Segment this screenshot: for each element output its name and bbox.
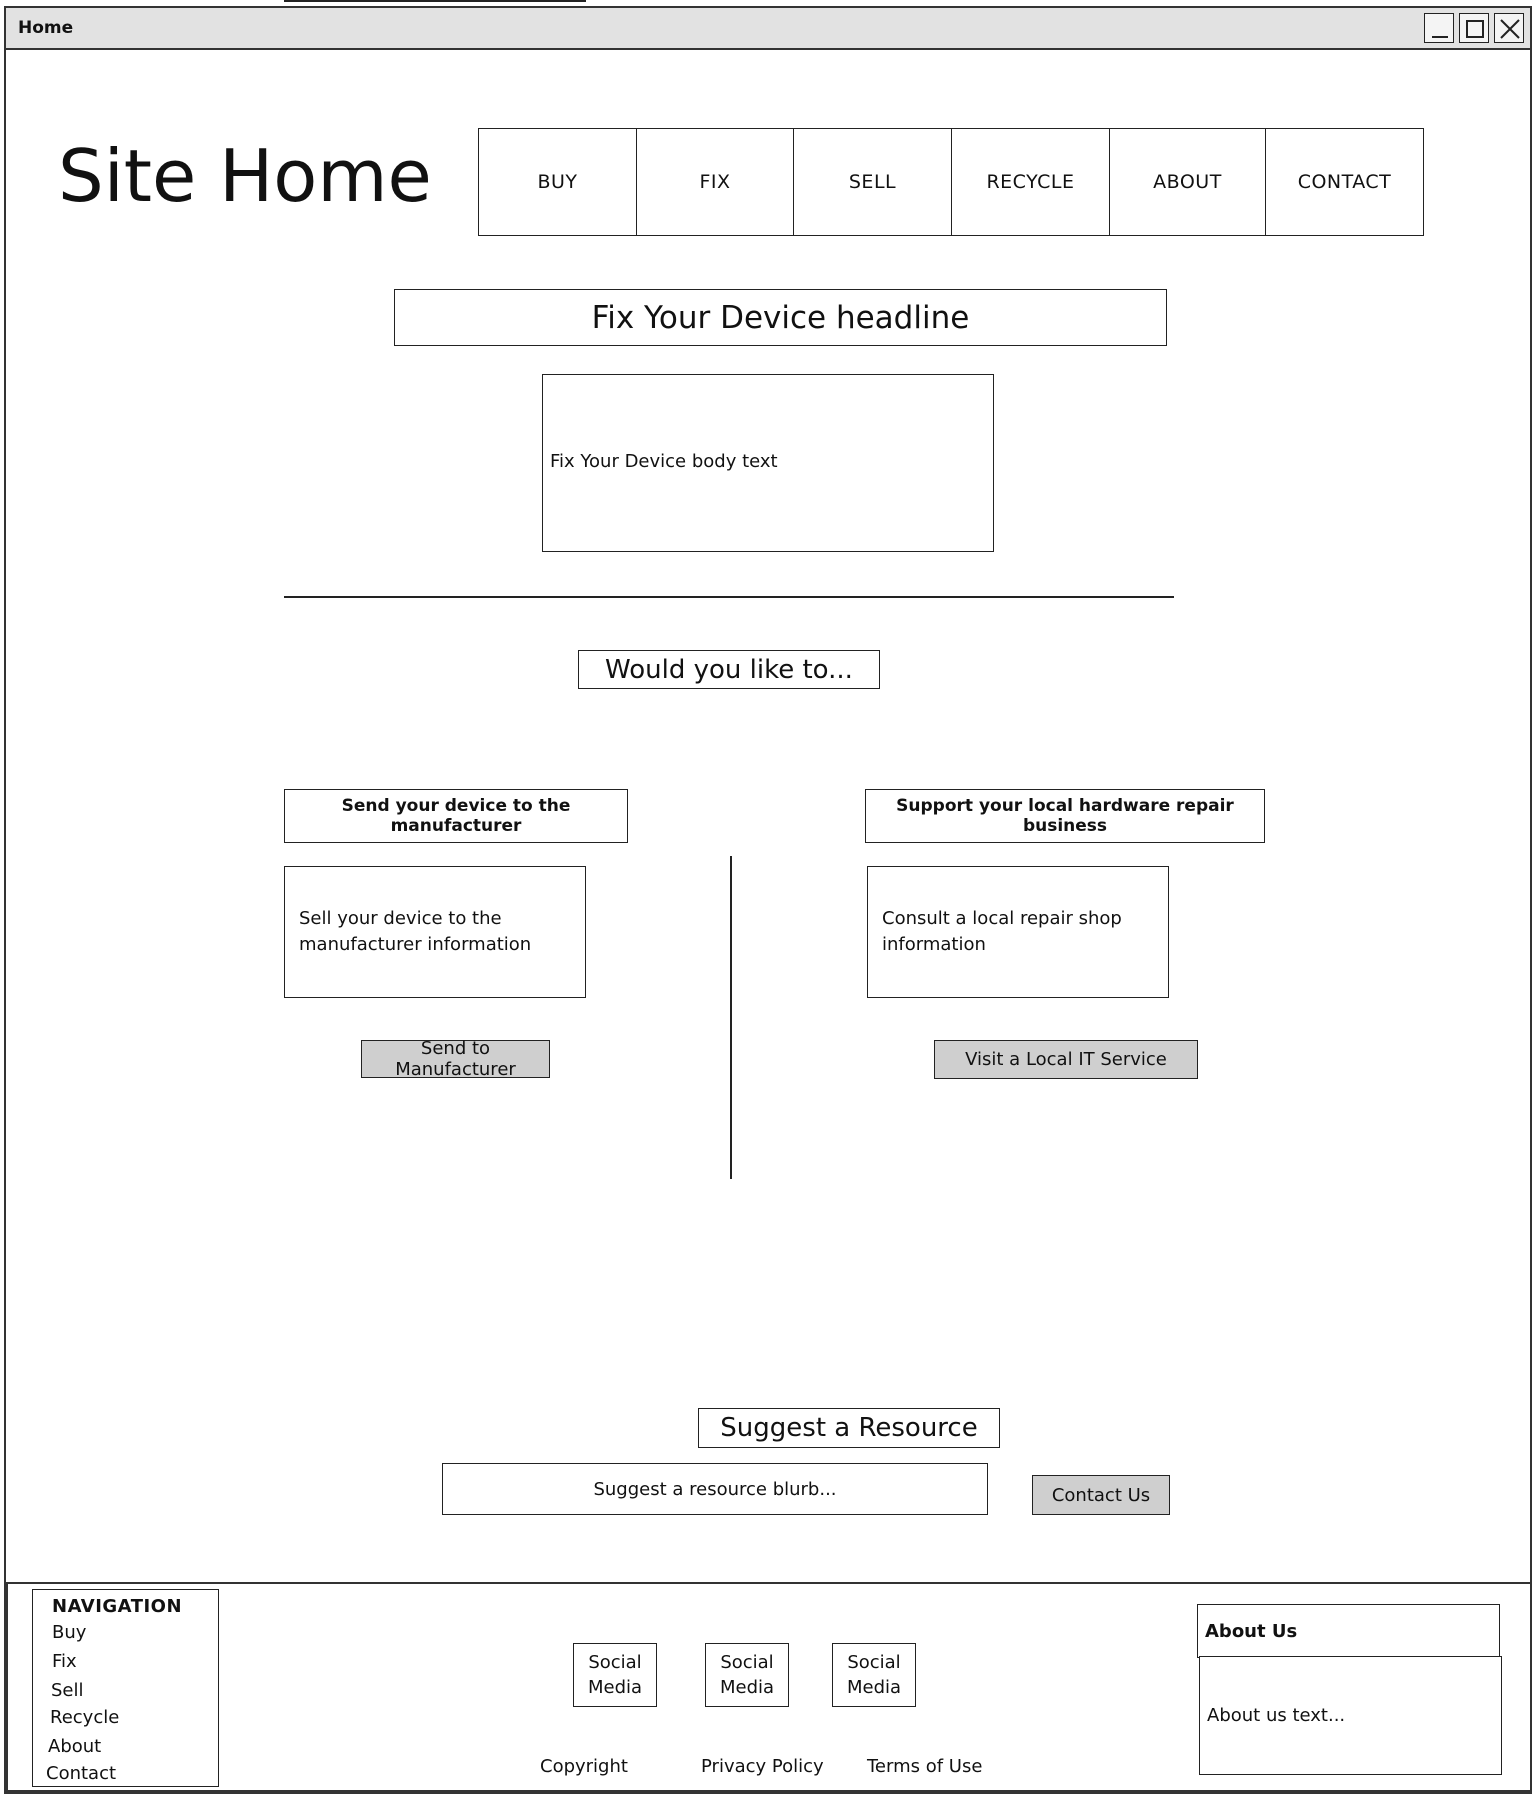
browser-window bbox=[4, 6, 1532, 1794]
minimize-button[interactable] bbox=[1424, 13, 1454, 43]
manufacturer-info-box bbox=[284, 0, 586, 2]
terms-of-use-link[interactable]: Terms of Use bbox=[867, 1756, 983, 1777]
nav-fix[interactable]: FIX bbox=[636, 128, 794, 236]
social-label-line1: Social bbox=[720, 1652, 774, 1673]
suggest-blurb: Suggest a resource blurb... bbox=[442, 1463, 988, 1515]
footer-link-about[interactable]: About bbox=[48, 1736, 102, 1757]
footer-link-recycle[interactable]: Recycle bbox=[50, 1707, 120, 1728]
close-icon bbox=[1495, 14, 1525, 44]
manufacturer-info-text: Sell your device to the manufacturer information bbox=[299, 908, 532, 955]
local-repair-info-text: Consult a local repair shop information bbox=[882, 908, 1122, 955]
section-divider bbox=[284, 596, 1174, 598]
title-bar bbox=[4, 6, 1532, 50]
social-label-line2: Media bbox=[846, 1677, 902, 1698]
footer-link-buy[interactable]: Buy bbox=[52, 1622, 87, 1643]
contact-us-button[interactable]: Contact Us bbox=[1032, 1475, 1170, 1515]
site-title: Site Home bbox=[58, 134, 432, 218]
privacy-policy-link[interactable]: Privacy Policy bbox=[701, 1756, 824, 1777]
choices-prompt: Would you like to... bbox=[578, 650, 880, 689]
social-media-link-2[interactable] bbox=[705, 1643, 789, 1707]
nav-sell[interactable]: SELL bbox=[793, 128, 952, 236]
about-us-text: About us text... bbox=[1199, 1656, 1502, 1775]
close-button[interactable] bbox=[1494, 13, 1524, 43]
social-media-link-1[interactable] bbox=[573, 1643, 657, 1707]
suggest-title: Suggest a Resource bbox=[698, 1408, 1000, 1448]
window-title: Home bbox=[18, 18, 74, 38]
social-label-line2: Media bbox=[719, 1677, 775, 1698]
nav-buy[interactable]: BUY bbox=[478, 128, 637, 236]
footer-link-contact[interactable]: Contact bbox=[46, 1763, 117, 1784]
column-divider bbox=[730, 856, 732, 1179]
social-label-line1: Social bbox=[847, 1652, 901, 1673]
hero-headline: Fix Your Device headline bbox=[394, 289, 1167, 346]
copyright-link[interactable]: Copyright bbox=[540, 1756, 628, 1777]
maximize-icon bbox=[1460, 14, 1490, 44]
social-label-line2: Media bbox=[587, 1677, 643, 1698]
nav-contact[interactable]: CONTACT bbox=[1265, 128, 1424, 236]
footer-link-sell[interactable]: Sell bbox=[51, 1680, 84, 1701]
visit-local-it-service-button[interactable]: Visit a Local IT Service bbox=[934, 1040, 1198, 1079]
send-to-manufacturer-button[interactable]: Send to Manufacturer bbox=[361, 1040, 550, 1078]
hero-body-text: Fix Your Device body text bbox=[550, 451, 778, 472]
manufacturer-heading: Send your device to the manufacturer bbox=[284, 789, 628, 843]
maximize-button[interactable] bbox=[1459, 13, 1489, 43]
social-media-link-3[interactable] bbox=[832, 1643, 916, 1707]
minimize-icon bbox=[1425, 14, 1455, 44]
footer-nav-heading: NAVIGATION bbox=[52, 1596, 183, 1617]
local-repair-heading: Support your local hardware repair business bbox=[865, 789, 1265, 843]
about-us-heading: About Us bbox=[1197, 1604, 1500, 1658]
nav-about[interactable]: ABOUT bbox=[1109, 128, 1266, 236]
social-label-line1: Social bbox=[588, 1652, 642, 1673]
footer-link-fix[interactable]: Fix bbox=[52, 1651, 77, 1672]
nav-recycle[interactable]: RECYCLE bbox=[951, 128, 1110, 236]
